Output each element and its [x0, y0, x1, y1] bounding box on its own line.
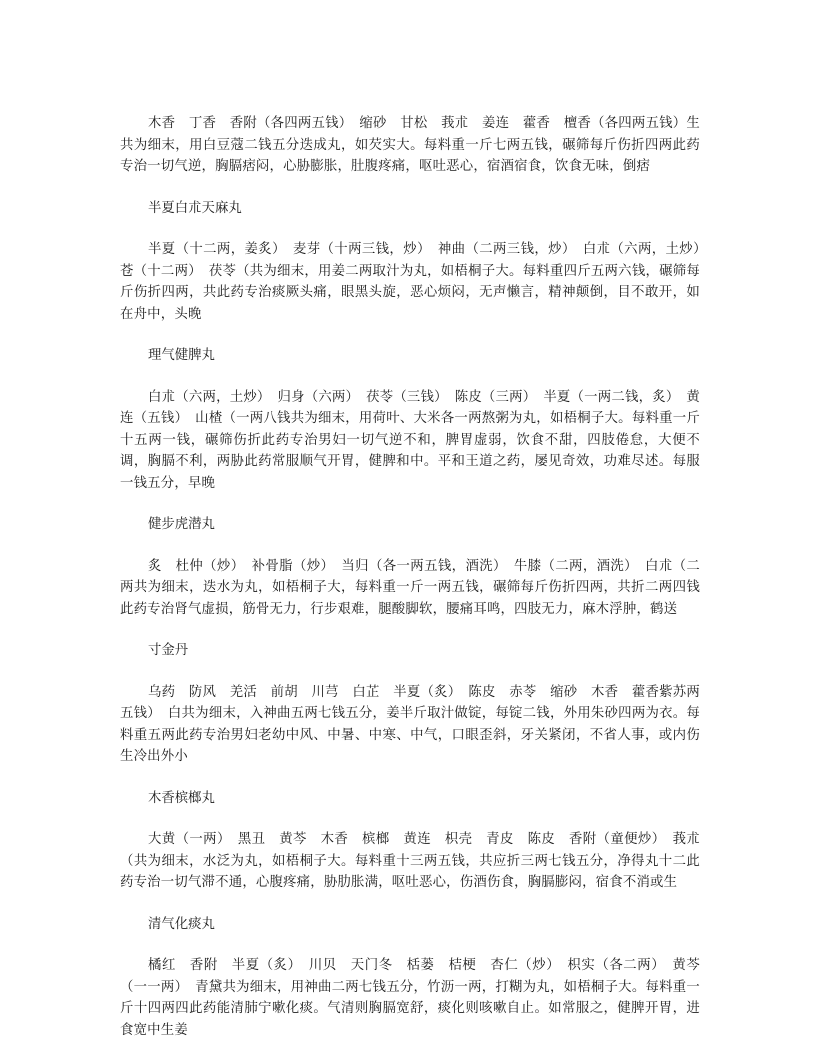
section-0-text: 木香 丁香 香附（各四两五钱） 缩砂 甘松 莪朮 姜连 藿香 檀香（各四两五钱）生共为细末，用白豆蔻二钱五分迭成丸，如芡实大。每料重一斤七两五钱，碾筛每斤伤折四两此药专治一切气逆，胸膈痞闷，心胁膨胀，肚腹疼痛，呕吐恶心，宿酒宿食，饮食无味，倒痞: [120, 116, 700, 174]
section-1-title: 半夏白朮天麻丸: [148, 200, 242, 216]
section-2-title: 理气健脾丸: [148, 348, 215, 363]
section-5-text: 大黄（一两） 黑丑 黄芩 木香 槟榔 黄连 枳壳 青皮 陈皮 香附（童便炒） 莪朮（共为细末，水泛为丸，如梧桐子大。每料重十三两五钱，共应折三两七钱五分，净得丸十二此药专治一切气滞不通，心腹疼痛，胁肋胀满，呕吐恶心，伤酒伤食，胸膈膨闷，宿食不消或生: [120, 832, 700, 890]
section-3-title: 健步虎潜丸: [148, 517, 215, 532]
section-1-text: 半夏（十二两，姜炙） 麦芽（十两三钱，炒） 神曲（二两三钱，炒） 白朮（六两，土炒） 苍（十二两） 茯苓（共为细末，用姜二两取汁为丸，如梧桐子大。每料重四斤五两六钱，碾筛每斤伤折四两，共此药专治痰厥头痛，眼黑头旋，恶心烦闷，无声懒言，精神颠倒，目不敢开，如在舟中，头晚: [120, 242, 714, 322]
section-6-text: 橘红 香附 半夏（炙） 川贝 天门冬 栝蒌 桔梗 杏仁（炒） 枳实（各二两） 黄芩（一一两） 青黛共为细末，用神曲二两七钱五分，竹沥一两，打糊为丸，如梧桐子大。每料重一斤十四两四此药能清肺宁嗽化痰。气清则胸膈宽舒，痰化则咳嗽自止。如常服之，健脾开胃，进食宽中生姜: [120, 958, 700, 1038]
document-page: [120, 113, 714, 1041]
section-2-text: 白朮（六两，土炒） 归身（六两） 茯苓（三钱） 陈皮（三两） 半夏（一两二钱，炙） 黄连（五钱） 山楂（一两八钱共为细末，用荷叶、大米各一两熬粥为丸，如梧桐子大。每料重一斤十五两一钱，碾筛伤折此药专治男妇一切气逆不和，脾胃虚弱，饮食不甜，四肢倦怠，大便不调，胸膈不利，两胁此药常服顺气开胃，健脾和中。平和王道之药，屡见奇效，功难尽述。每服一钱五分，早晚: [120, 389, 700, 491]
section-5-title: 木香槟榔丸: [148, 790, 215, 806]
section-6-title: 清气化痰丸: [148, 916, 215, 932]
section-3-text: 炙 杜仲（炒） 补骨脂（炒） 当归（各一两五钱，酒洗） 牛膝（二两，酒洗） 白朮（二两共为细末，迭水为丸，如梧桐子大，每料重一斤一两五钱，碾筛每斤伤折四两，共折二两四钱此药专治肾气虚损，筋骨无力，行步艰难，腿酸脚软，腰痛耳鸣，四肢无力，麻木浮肿，鹤送: [120, 558, 700, 617]
section-4-text: 乌药 防风 羌活 前胡 川芎 白芷 半夏（炙） 陈皮 赤苓 缩砂 木香 藿香紫苏两五钱） 白共为细末，入神曲五两七钱五分，姜半斤取汁做锭，每锭二钱，外用朱砂四两为衣。每料重五两此药专治男妇老幼中风、中暑、中寒、中气，口眼歪斜，牙关紧闭，不省人事，或内伤生冷出外小: [120, 684, 700, 764]
section-4-title: 寸金丹: [148, 643, 189, 658]
